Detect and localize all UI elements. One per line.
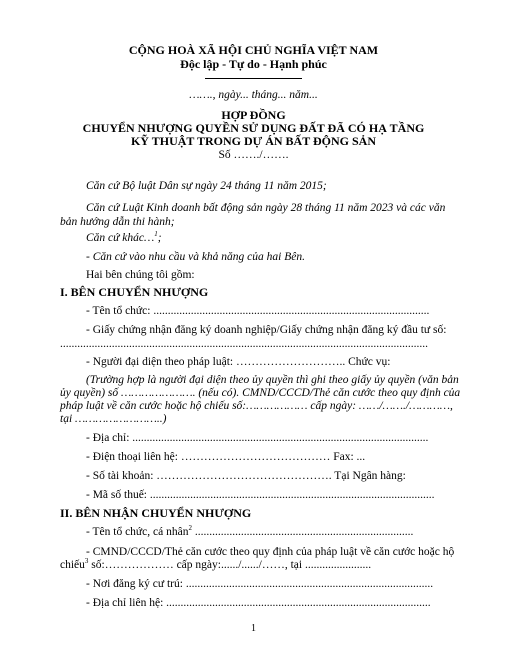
legal-basis-civil-code: Căn cứ Bộ luật Dân sự ngày 24 tháng 11 năm 2015; (86, 180, 327, 192)
contract-subtitle-line1: CHUYỂN NHƯỢNG QUYỀN SỬ DỤNG ĐẤT ĐÃ CÓ HẠ TẦNG (82, 121, 425, 135)
transferor-address: - Địa chỉ: ....................................................................................................... (86, 432, 429, 444)
transferor-business-cert: - Giấy chứng nhận đăng ký doanh nghiệp/Giấy chứng nhận đăng ký đầu tư số: (86, 324, 447, 336)
authorized-rep-note-line2: ủy quyền) số …………………. (nếu có). CMND/CCCD/Thẻ căn cước theo quy định của (60, 387, 461, 399)
legal-basis-real-estate-law: Căn cứ Luật Kinh doanh bất động sản ngày 28 tháng 11 năm 2023 và các văn (86, 202, 446, 214)
transferee-name: - Tên tổ chức, cá nhân$^2$ ............................................................................ (86, 524, 414, 538)
footnote-ref-3: 3 (84, 557, 89, 566)
date-line: ……., ngày... tháng... năm... (189, 89, 318, 101)
authorized-rep-note-line4: tại ……………………..) (60, 413, 167, 425)
transferor-legal-rep: - Người đại diện theo pháp luật: ……………………….. Chức vụ: (86, 356, 391, 368)
legal-basis-other: Căn cứ khác…$^1$; (86, 230, 162, 244)
legal-basis-needs: - Căn cứ vào nhu cầu và khả năng của hai Bên. (86, 251, 305, 263)
page-number: 1 (251, 623, 256, 634)
transferor-phone-fax: - Điện thoại liên hệ: ………………………………… Fax: ... (86, 451, 366, 463)
transferee-residence: - Nơi đăng ký cư trú: ...................................................................................... (86, 578, 434, 590)
transferor-bank-account: - Số tài khoản: ………………………………………. Tại Ngân hàng: (86, 470, 406, 482)
national-title: CỘNG HOÀ XÃ HỘI CHỦ NGHĨA VIỆT NAM (128, 43, 379, 57)
motto: Độc lập - Tự do - Hạnh phúc (180, 57, 327, 71)
transferor-tax-code: - Mã số thuế: ................................................................................................... (86, 489, 435, 501)
footnote-ref-2: 2 (188, 524, 192, 533)
footnote-ref-1: 1 (154, 230, 158, 239)
transferee-id-line2: chiếu$^3$ số:……………… cấp ngày:....../....../……, tại ....................... (60, 557, 372, 571)
legal-basis-real-estate-law-cont: bản hướng dẫn thi hành; (60, 216, 175, 228)
transferee-contact-address: - Địa chỉ liên hệ: ............................................................................................ (86, 597, 431, 609)
parties-intro: Hai bên chúng tôi gồm: (86, 269, 195, 281)
authorized-rep-note-line3: pháp luật về căn cước hoặc hộ chiếu số:……………… cấp ngày: ……/……./…………, (60, 400, 453, 412)
contract-title: HỢP ĐỒNG (221, 108, 286, 122)
transferor-org-name: - Tên tổ chức: ................................................................................................ (86, 305, 430, 317)
section-transferee-heading: II. BÊN NHẬN CHUYỂN NHƯỢNG (60, 506, 252, 520)
contract-number: Số ……./……. (218, 149, 289, 161)
authorized-rep-note-line1: (Trường hợp là người đại diện theo ủy quyền thì ghi theo giấy ủy quyền (văn bản (86, 374, 459, 386)
transferor-business-cert-dots: ................................................................................................................................ (60, 338, 428, 350)
section-transferor-heading: I. BÊN CHUYỂN NHƯỢNG (60, 285, 209, 299)
transferee-id-line1: - CMND/CCCD/Thẻ căn cước theo quy định của pháp luật về căn cước hoặc hộ (86, 546, 455, 558)
contract-subtitle-line2: KỸ THUẬT TRONG DỰ ÁN BẤT ĐỘNG SẢN (130, 134, 377, 148)
header-divider (205, 78, 302, 79)
